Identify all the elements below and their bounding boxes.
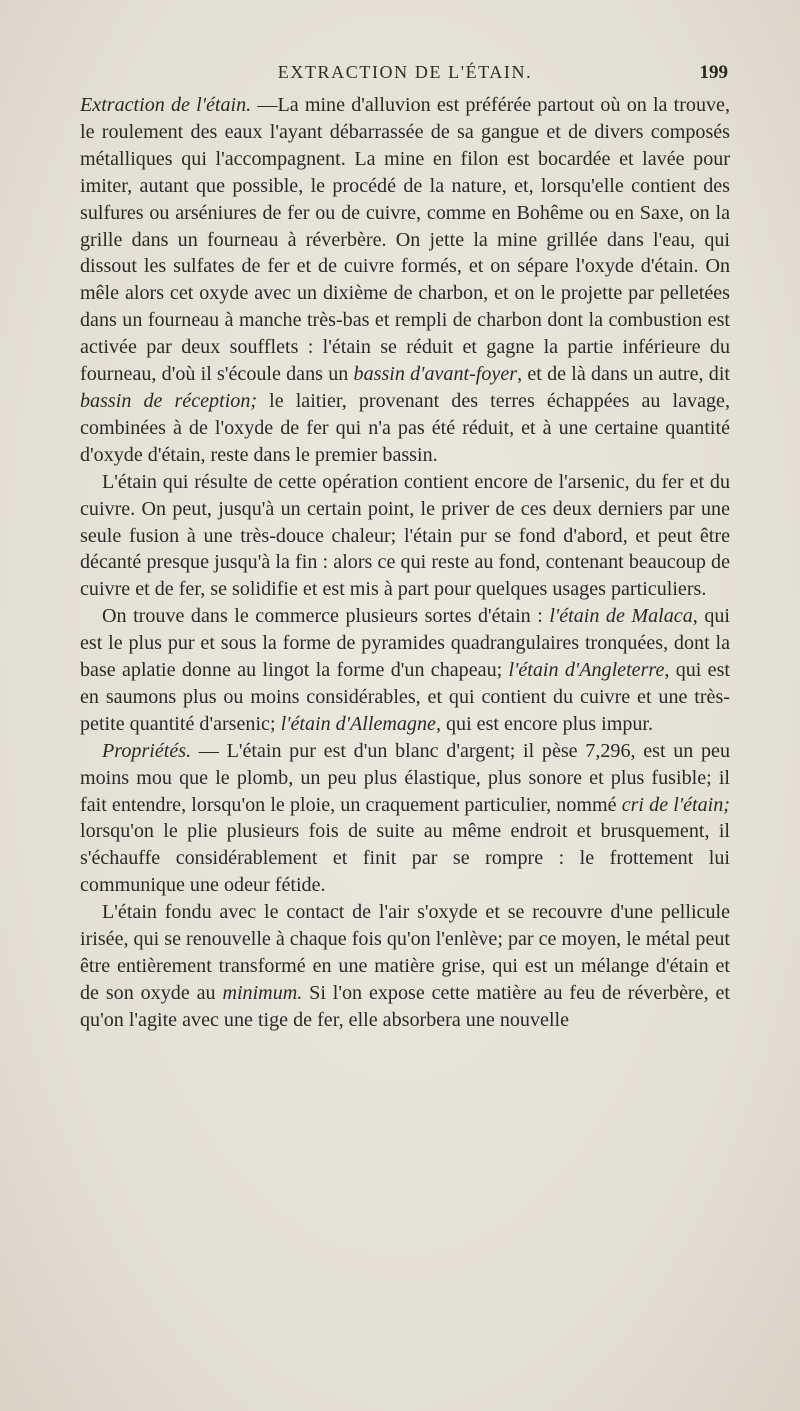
italic-run: cri de l'étain;: [621, 793, 730, 816]
paragraph-etain-fondu: [80, 899, 730, 1034]
text-run: , qui est en saumons plus ou moins considérables, et qui contient du cuivre et une très-petite quantité d'arsenic;: [80, 659, 730, 735]
text-run: L'étain qui résulte de cette opération contient encore de l'arsenic, du fer et du cuivre. On peut, jusqu'à un certain point, le priver de ces deux derniers par une seule fusion à une très-douce chaleur; l'étain pur se fond d'abord, et peut être décanté presque jusqu'à la fin : alors ce qui reste au fond, contenant beaucoup de cuivre et de fer, se solidifie et est mis à part pour quelques usages particuliers.: [80, 470, 730, 601]
italic-run: l'étain d'Allemagne: [280, 712, 436, 735]
text-run: — L'étain pur est d'un blanc d'argent; il pèse 7,296, est un peu moins mou que le plomb, un peu plus élastique, plus sonore et plus fusible; il fait entendre, lorsqu'on le ploie, un craquement particulier, nommé: [80, 739, 730, 816]
italic-run: l'étain de Malaca: [549, 605, 693, 628]
italic-run: bassin de réception;: [80, 389, 258, 412]
italic-run: Extraction de l'étain.: [80, 94, 252, 116]
paragraph-proprietes: [80, 738, 730, 899]
text-run: L'étain fondu avec le contact de l'air s'oxyde et se recouvre d'une pellicule irisée, qui se renouvelle à chaque fois qu'on l'enlève; par ce moyen, le métal peut être entièrement transformé en une matière grise, qui est un mélange d'étain et de son oxyde au: [80, 901, 730, 1004]
paragraph-extraction: [80, 92, 730, 469]
text-run: , et de là dans un autre, dit: [517, 363, 730, 386]
text-run: —La mine d'alluvion est préférée partout où on la trouve, le roulement des eaux l'ayant débarrassée de sa gangue et de divers composés métalliques qui l'accompagnent. La mine en filon est bocardée et lavée pour imiter, autant que possible, le procédé de la nature, et, lorsqu'elle contient des sulfures ou arséniures de fer ou de cuivre, comme en Bohême ou en Saxe, on la grille dans un fourneau à réverbère. On jette la mine grillée dans l'eau, qui dissout les sulfates de fer et de cuivre formés, et on sépare l'oxyde d'étain. On mêle alors cet oxyde avec un dixième de charbon, et on le projette par pelletées dans un fourneau à manche très-bas et rempli de charbon dont la combustion est activée par deux soufflets : l'étain se réduit et gagne la partie inférieure du fourneau, d'où il s'écoule dans un: [80, 94, 730, 386]
text-run: le laitier, provenant des terres échappées au lavage, combinées à de l'oxyde de fer qui n'a pas été réduit, et à une certaine quantité d'oxyde d'étain, reste dans le premier bassin.: [80, 389, 730, 466]
italic-run: l'étain d'Angleterre: [508, 659, 665, 682]
text-run: , qui est encore plus impur.: [435, 712, 654, 735]
italic-run: bassin d'avant-foyer: [353, 363, 518, 386]
italic-run: Propriétés.: [102, 739, 192, 762]
text-run: On trouve dans le commerce plusieurs sortes d'étain :: [102, 605, 550, 628]
paragraph-arsenic: [80, 469, 730, 604]
running-head: [80, 62, 730, 88]
text-run: , qui est le plus pur et sous la forme de pyramides quadrangulaires tronquées, dont la base aplatie donne au lingot la forme d'un chapeau;: [80, 605, 731, 682]
text-run: Si l'on expose cette matière au feu de réverbère, et qu'on l'agite avec une tige de fer, elle absorbera une nouvelle: [80, 981, 730, 1031]
running-title: EXTRACTION DE L'ÉTAIN.: [277, 62, 533, 82]
body-text: [80, 92, 730, 1034]
text-run: lorsqu'on le plie plusieurs fois de suite au même endroit et brusquement, il s'échauffe considérablement et finit par se rompre : le frottement lui communique une odeur fétide.: [80, 820, 730, 897]
italic-run: minimum.: [222, 981, 303, 1004]
page-number: 199: [699, 62, 728, 83]
paragraph-commerce: [80, 603, 730, 738]
